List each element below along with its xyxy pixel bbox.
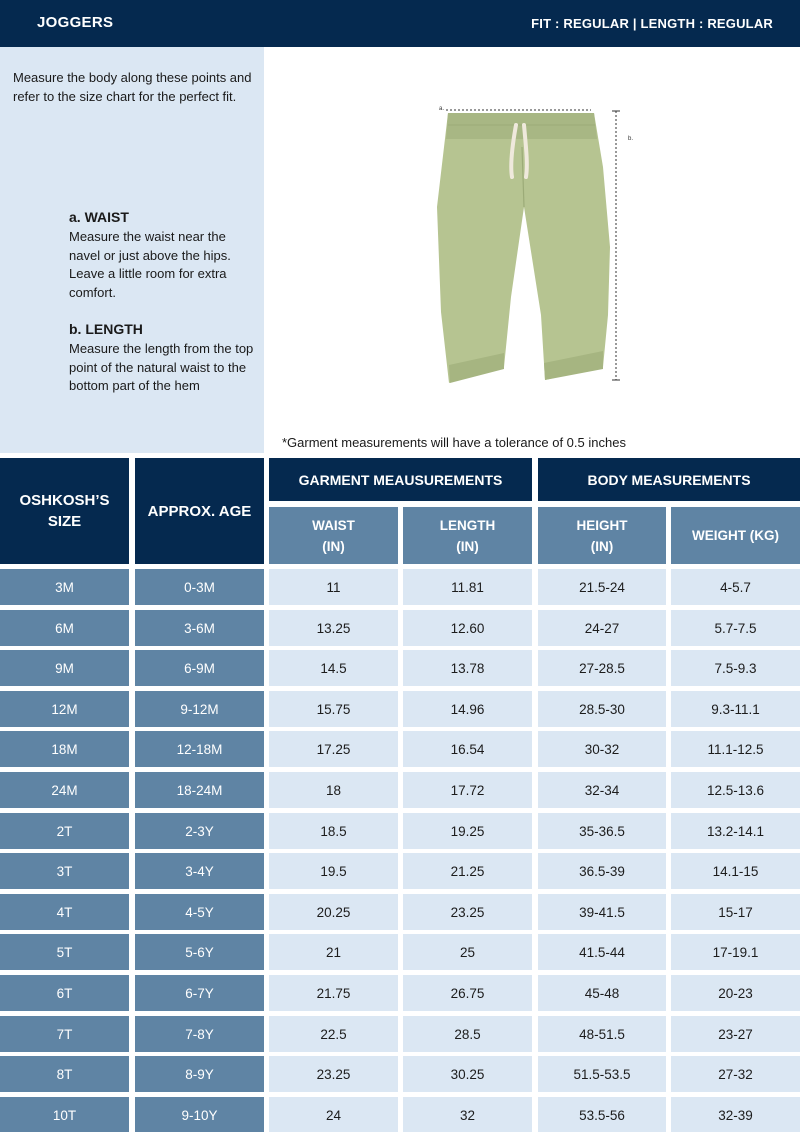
- length-cell: 11.81: [403, 569, 532, 605]
- size-cell: 2T: [0, 813, 129, 849]
- waist-cell: 11: [269, 569, 398, 605]
- tolerance-note: *Garment measurements will have a tolerance of 0.5 inches: [282, 435, 626, 450]
- measuring-guide-panel: [0, 47, 264, 453]
- height-cell: 32-34: [538, 772, 666, 808]
- header-age: APPROX. AGE: [135, 458, 264, 564]
- waist-cell: 18: [269, 772, 398, 808]
- weight-cell: 17-19.1: [671, 934, 800, 970]
- age-cell: 6-7Y: [135, 975, 264, 1011]
- weight-cell: 4-5.7: [671, 569, 800, 605]
- weight-cell: 5.7-7.5: [671, 610, 800, 646]
- weight-cell: 12.5-13.6: [671, 772, 800, 808]
- age-cell: 18-24M: [135, 772, 264, 808]
- header-body-measurements: BODY MEASUREMENTS: [538, 458, 800, 501]
- weight-cell: 13.2-14.1: [671, 813, 800, 849]
- length-cell: 19.25: [403, 813, 532, 849]
- jogger-image: [264, 47, 800, 453]
- height-cell: 53.5-56: [538, 1097, 666, 1132]
- waist-cell: 22.5: [269, 1016, 398, 1052]
- age-cell: 3-4Y: [135, 853, 264, 889]
- weight-cell: 9.3-11.1: [671, 691, 800, 727]
- length-cell: 12.60: [403, 610, 532, 646]
- length-cell: 28.5: [403, 1016, 532, 1052]
- weight-cell: 15-17: [671, 894, 800, 930]
- weight-cell: 7.5-9.3: [671, 650, 800, 686]
- page-title: JOGGERS: [37, 14, 114, 31]
- size-cell: 12M: [0, 691, 129, 727]
- length-cell: 16.54: [403, 731, 532, 767]
- waist-cell: 20.25: [269, 894, 398, 930]
- label-b: b.: [628, 136, 634, 142]
- age-cell: 7-8Y: [135, 1016, 264, 1052]
- guide-intro: Measure the body along these points and refer to the size chart for the perfect fit.: [13, 70, 252, 104]
- height-cell: 28.5-30: [538, 691, 666, 727]
- waist-instructions: Measure the waist near the navel or just above the hips. Leave a little room for extra comfort.: [69, 229, 231, 300]
- weight-cell: 23-27: [671, 1016, 800, 1052]
- age-cell: 4-5Y: [135, 894, 264, 930]
- length-cell: 21.25: [403, 853, 532, 889]
- title-bar: [0, 0, 800, 47]
- waist-cell: 21.75: [269, 975, 398, 1011]
- age-cell: 9-10Y: [135, 1097, 264, 1132]
- age-cell: 12-18M: [135, 731, 264, 767]
- waist-cell: 24: [269, 1097, 398, 1132]
- waist-cell: 14.5: [269, 650, 398, 686]
- height-cell: 45-48: [538, 975, 666, 1011]
- waist-cell: 21: [269, 934, 398, 970]
- age-cell: 9-12M: [135, 691, 264, 727]
- size-cell: 18M: [0, 731, 129, 767]
- size-cell: 5T: [0, 934, 129, 970]
- length-cell: 26.75: [403, 975, 532, 1011]
- height-cell: 36.5-39: [538, 853, 666, 889]
- size-cell: 8T: [0, 1056, 129, 1092]
- length-cell: 25: [403, 934, 532, 970]
- header-length: LENGTH (IN): [403, 507, 532, 564]
- waistband: [446, 113, 597, 139]
- height-cell: 24-27: [538, 610, 666, 646]
- height-cell: 35-36.5: [538, 813, 666, 849]
- waist-cell: 13.25: [269, 610, 398, 646]
- weight-cell: 27-32: [671, 1056, 800, 1092]
- length-cell: 32: [403, 1097, 532, 1132]
- height-cell: 41.5-44: [538, 934, 666, 970]
- weight-cell: 11.1-12.5: [671, 731, 800, 767]
- weight-cell: 20-23: [671, 975, 800, 1011]
- length-cell: 13.78: [403, 650, 532, 686]
- length-cell: 14.96: [403, 691, 532, 727]
- size-cell: 6M: [0, 610, 129, 646]
- length-instructions: Measure the length from the top point of the natural waist to the bottom part of the hem: [69, 341, 254, 393]
- header-size: OSHKOSH’S SIZE: [0, 458, 129, 564]
- weight-cell: 32-39: [671, 1097, 800, 1132]
- fit-info: FIT : REGULAR | LENGTH : REGULAR: [531, 16, 773, 31]
- header-weight: WEIGHT (KG): [671, 507, 800, 564]
- height-cell: 30-32: [538, 731, 666, 767]
- header-height: HEIGHT (IN): [538, 507, 666, 564]
- size-cell: 6T: [0, 975, 129, 1011]
- height-cell: 27-28.5: [538, 650, 666, 686]
- age-cell: 8-9Y: [135, 1056, 264, 1092]
- pants-body: [437, 113, 610, 383]
- age-cell: 2-3Y: [135, 813, 264, 849]
- age-cell: 5-6Y: [135, 934, 264, 970]
- size-cell: 9M: [0, 650, 129, 686]
- height-cell: 39-41.5: [538, 894, 666, 930]
- age-cell: 3-6M: [135, 610, 264, 646]
- waist-cell: 19.5: [269, 853, 398, 889]
- length-heading: b. LENGTH: [69, 321, 143, 337]
- height-cell: 48-51.5: [538, 1016, 666, 1052]
- waist-cell: 23.25: [269, 1056, 398, 1092]
- length-cell: 17.72: [403, 772, 532, 808]
- header-waist: WAIST (IN): [269, 507, 398, 564]
- length-cell: 23.25: [403, 894, 532, 930]
- age-cell: 0-3M: [135, 569, 264, 605]
- jogger-illustration: [264, 47, 800, 453]
- size-cell: 3T: [0, 853, 129, 889]
- waist-cell: 18.5: [269, 813, 398, 849]
- height-cell: 51.5-53.5: [538, 1056, 666, 1092]
- age-cell: 6-9M: [135, 650, 264, 686]
- size-cell: 7T: [0, 1016, 129, 1052]
- header-garment-measurements: GARMENT MEAUSUREMENTS: [269, 458, 532, 501]
- size-cell: 4T: [0, 894, 129, 930]
- height-cell: 21.5-24: [538, 569, 666, 605]
- waist-cell: 15.75: [269, 691, 398, 727]
- waist-cell: 17.25: [269, 731, 398, 767]
- size-cell: 3M: [0, 569, 129, 605]
- weight-cell: 14.1-15: [671, 853, 800, 889]
- label-a: a.: [439, 106, 445, 112]
- length-cell: 30.25: [403, 1056, 532, 1092]
- size-cell: 24M: [0, 772, 129, 808]
- size-cell: 10T: [0, 1097, 129, 1132]
- waist-heading: a. WAIST: [69, 209, 129, 225]
